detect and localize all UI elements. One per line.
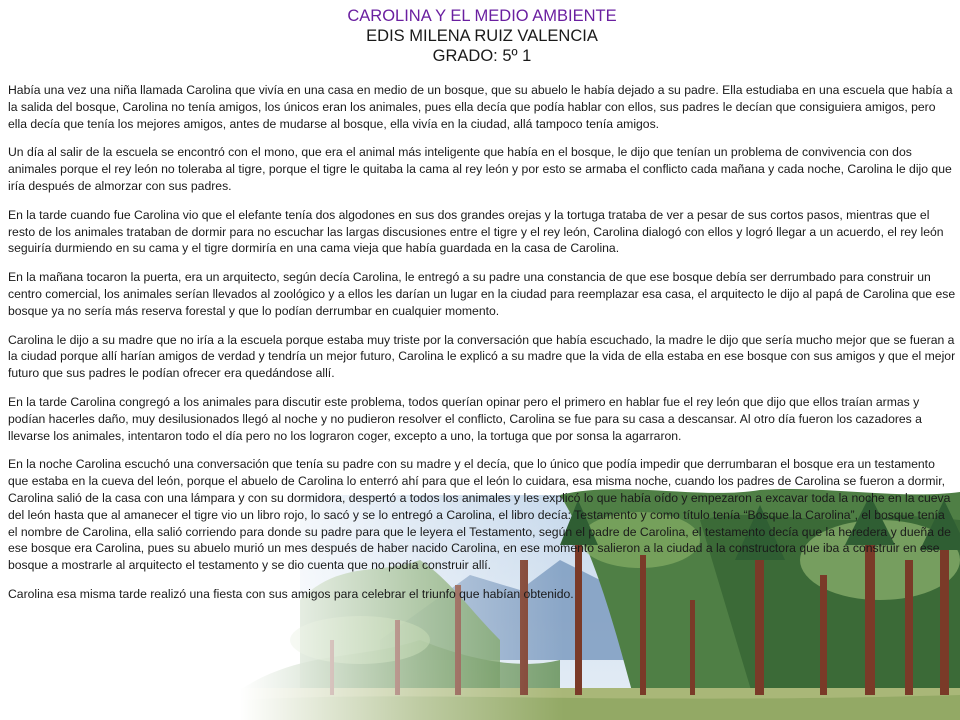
story-paragraph: En la tarde Carolina congregó a los animales para discutir este problema, todos querían opinar pero el primero en hablar fue el rey león que dijo que ellos traían armas y podían hacerles daño, muy desilusionados llegó al noche y no pudieron resolver el conflicto, Carolina se fue para su casa a descansar. Al otro día fueron los cazadores a llevarse los animales, intentaron todo el día pero no los lograron coger, excepto a uno, la tortuga que por sonsa la agarraron. <box>8 394 922 443</box>
story-body <box>8 82 956 603</box>
story-paragraph: En la tarde cuando fue Carolina vio que el elefante tenía dos algodones en sus dos grandes orejas y la tortuga trataba de ver a pesar de sus cortos pasos, mientras que el resto de los animales trataban de dormir para no escuchar las largas discusiones entre el tigre y el rey león, Carolina dialogó con ellos y logró llegar a un acuerdo, el rey león seguiría durmiendo en su cama y el tigre dormiría en una cama vieja que había guardada en la casa de Carolina. <box>8 207 944 256</box>
story-paragraph: Había una vez una niña llamada Carolina que vivía en una casa en medio de un bosque, que su abuelo le había dejado a su padre. Ella estudiaba en una escuela que había a la salida del bosque, Carolina no tenía amigos, los únicos eran los animales, pues ella decía que podía hablar con ellos, sus padres le decían que consiguiera amigos, pero ella decía que tenía los mejores amigos, antes de mudarse al bosque, ella vivía en la ciudad, allá tampoco tenía amigos. <box>8 83 953 131</box>
grade-label: GRADO: 5º 1 <box>432 47 532 65</box>
document-content <box>8 6 956 615</box>
story-paragraph: En la mañana tocaron la puerta, era un arquitecto, según decía Carolina, le entregó a su padre una constancia de que ese bosque debía ser derrumbado para construir un centro comercial, los animales serían llevados al zoológico y a ellos les darían un lugar en la ciudad para reemplazar esa casa, el arquitecto le dijo al papá de Carolina que ese bosque ya no sería más reserva forestal y que lo podían derrumbar en cualquier momento. <box>8 270 956 318</box>
story-paragraph: Un día al salir de la escuela se encontró con el mono, que era el animal más inteligente que había en el bosque, le dijo que tenían un problema de convivencia con dos animales porque el rey león no toleraba al tigre, porque el tigre le quitaba la cama al rey león y por esto se armaba el conflicto cada mañana y cada noche, Carolina le dijo que iría después de almorzar con sus padres. <box>8 145 952 193</box>
story-paragraph: En la noche Carolina escuchó una conversación que tenía su padre con su madre y el decía, que lo único que podía impedir que derrumbaran el bosque era un testamento que estaba en la cueva del león, porque el abuelo de Carolina lo enterró ahí para que el león lo cuidara, esa misma noche, cuando los padres de Carolina se fueron a dormir, Carolina salió de la casa con una lámpara y con su dormidora, despertó a todos los animales y les explicó lo que había oído y empezaron a excavar toda la noche en la cueva del león hasta que al amanecer el tigre vio un libro rojo, lo sacó y se lo entregó a Carolina, el libro decía: Testamento y como título tenía “Bosque la Carolina”, el bosque tenía el nombre de Carolina, ella salió corriendo para donde su padre para que le leyera el Testamento, según el padre de Carolina, el testamento decía que la heredera y dueña de ese bosque era Carolina, pues su abuelo murió un mes después de haber nacido Carolina, en ese momento salieron a la ciudad a la constructora que iba a construir en ese bosque a mostrarle al arquitecto el testamento y se dio cuenta que no podía construir allí. <box>8 457 951 573</box>
story-paragraph: Carolina esa misma tarde realizó una fiesta con sus amigos para celebrar el triunfo que habían obtenido. <box>8 586 574 601</box>
story-paragraph: Carolina le dijo a su madre que no iría a la escuela porque estaba muy triste por la conversación que había escuchado, la madre le dijo que sería mucho mejor que se fueran a la ciudad porque allí harían amigos de verdad y tendría un mejor futuro, Carolina le explicó a su madre que la vida de ella estaba en ese bosque con sus amigos y que el mejor futuro que sus padres le podían ofrecer era quedándose allí. <box>8 332 956 381</box>
author-name: EDIS MILENA RUIZ VALENCIA <box>366 27 598 45</box>
story-title: CAROLINA Y EL MEDIO AMBIENTE <box>347 7 617 25</box>
